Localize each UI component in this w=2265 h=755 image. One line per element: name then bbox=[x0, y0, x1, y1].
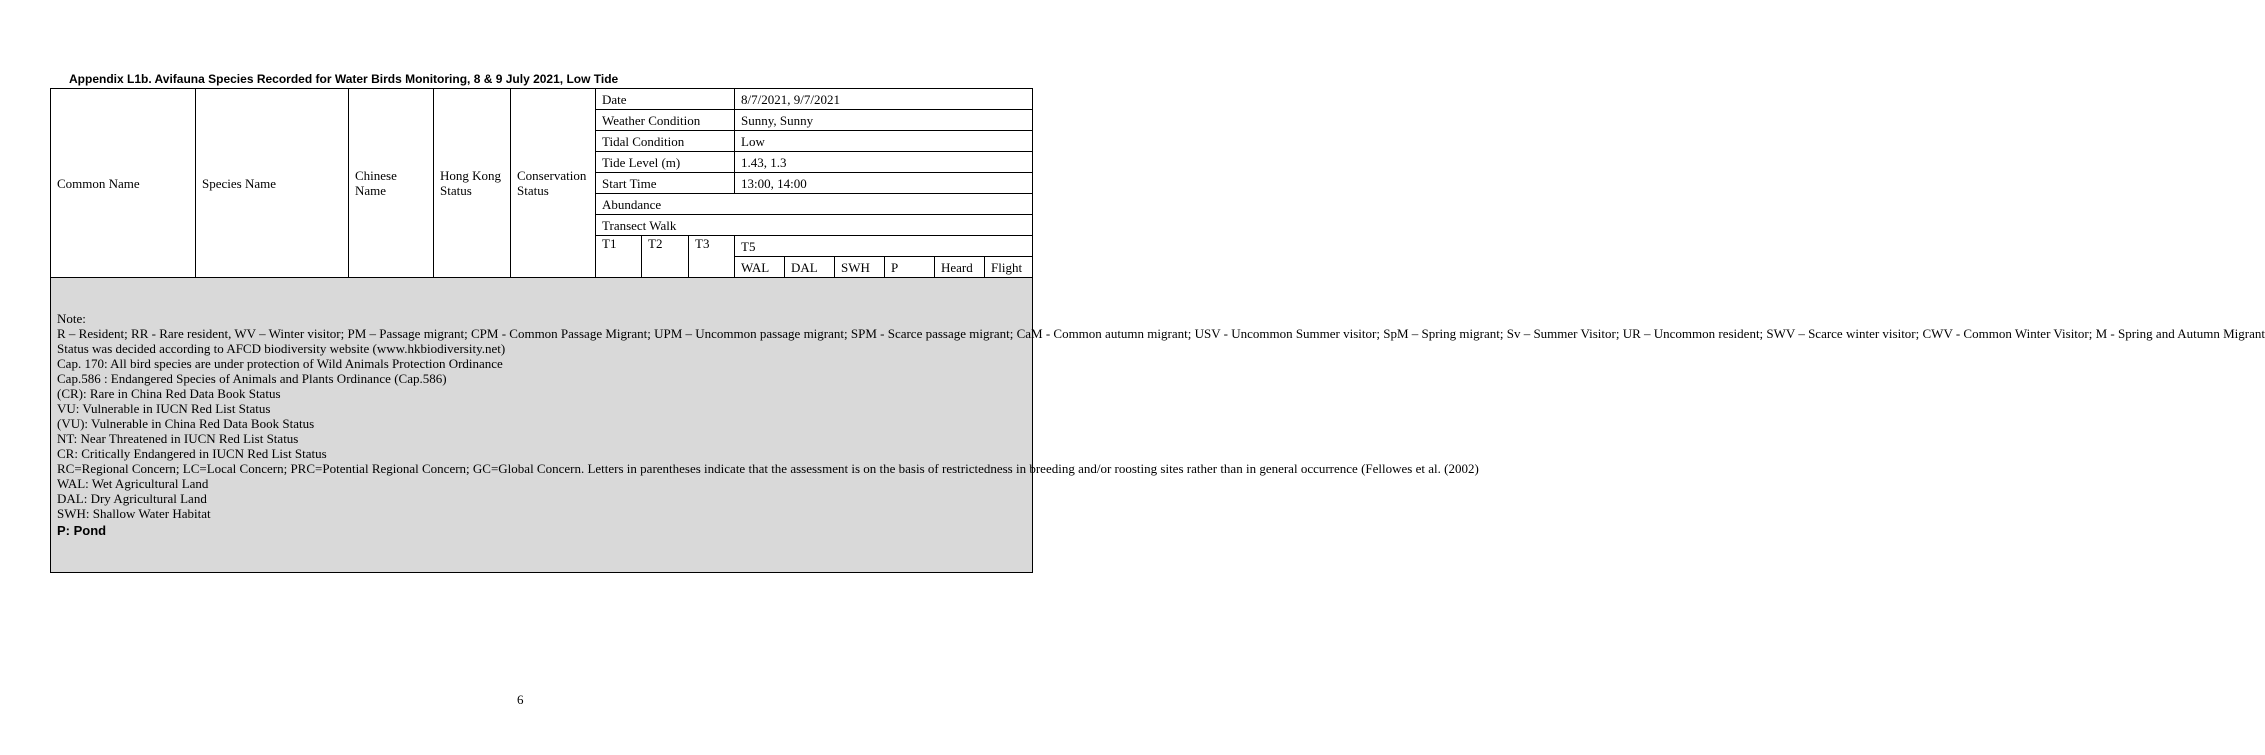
species-table bbox=[50, 88, 2265, 573]
sub-col-heard: Heard bbox=[935, 257, 985, 278]
header-chinese-name: Chinese Name bbox=[349, 89, 434, 278]
info-weather-value: Sunny, Sunny bbox=[735, 110, 1033, 131]
header-common-name: Common Name bbox=[51, 89, 196, 278]
info-tidal-value: Low bbox=[735, 131, 1033, 152]
transect-t5: T5 bbox=[735, 236, 1033, 257]
info-start-time-value: 13:00, 14:00 bbox=[735, 173, 1033, 194]
info-transect-label: Transect Walk bbox=[596, 215, 1033, 236]
info-tide-level-label: Tide Level (m) bbox=[596, 152, 735, 173]
note-line: Cap.586 : Endangered Species of Animals and Plants Ordinance (Cap.586) bbox=[57, 370, 447, 386]
note-line: CR: Critically Endangered in IUCN Red List Status bbox=[57, 445, 327, 461]
note-line: RC=Regional Concern; LC=Local Concern; PRC=Potential Regional Concern; GC=Global Concern. Letters in parentheses indicate that the assessment is on the basis of restrictedness in breeding and/or roosting sites rather than in general occurrence (Fellowes et al. (2002) bbox=[57, 460, 1479, 476]
notes-cell bbox=[51, 278, 2265, 573]
header-hk-status: Hong Kong Status bbox=[434, 89, 511, 278]
sub-col-flight: Flight bbox=[985, 257, 1033, 278]
info-start-time-label: Start Time bbox=[596, 173, 735, 194]
note-line: R – Resident; RR - Rare resident, WV – Winter visitor; PM – Passage migrant; CPM - Common Passage Migrant; UPM – Uncommon passage migrant; SPM - Scarce passage migrant; CaM - Common autumn migrant; USV - Uncommon Summer visitor; SpM – Spring migrant; Sv – Summer Visitor; UR – Uncommon resident; SWV – Scarce winter visitor; CWV - Common Winter Visitor; M - Spring and Autumn Migrant bbox=[57, 325, 2265, 341]
appendix-title: Appendix L1b. Avifauna Species Recorded for Water Birds Monitoring, 8 & 9 July 2021, Low Tide bbox=[69, 72, 619, 86]
note-line: Status was decided according to AFCD biodiversity website (www.hkbiodiversity.net) bbox=[57, 340, 506, 356]
page-number: 6 bbox=[517, 692, 524, 707]
info-date-label: Date bbox=[596, 89, 735, 110]
note-line: VU: Vulnerable in IUCN Red List Status bbox=[57, 400, 271, 416]
header-conservation-status: Conservation Status bbox=[511, 89, 596, 278]
info-tide-level-value: 1.43, 1.3 bbox=[735, 152, 1033, 173]
sub-col-dal: DAL bbox=[785, 257, 835, 278]
note-line: (CR): Rare in China Red Data Book Status bbox=[57, 385, 281, 401]
note-line: NT: Near Threatened in IUCN Red List Status bbox=[57, 430, 299, 446]
header-species-name: Species Name bbox=[196, 89, 349, 278]
note-line: WAL: Wet Agricultural Land bbox=[57, 475, 209, 491]
note-line: Cap. 170: All bird species are under protection of Wild Animals Protection Ordinance bbox=[57, 355, 503, 371]
info-weather-label: Weather Condition bbox=[596, 110, 735, 131]
info-date-value: 8/7/2021, 9/7/2021 bbox=[735, 89, 1033, 110]
note-line: SWH: Shallow Water Habitat bbox=[57, 505, 211, 521]
note-pond: P: Pond bbox=[57, 522, 107, 538]
sub-col-wal: WAL bbox=[735, 257, 785, 278]
note-line: (VU): Vulnerable in China Red Data Book Status bbox=[57, 415, 315, 431]
transect-t2: T2 bbox=[642, 236, 689, 278]
info-abundance-label: Abundance bbox=[596, 194, 1033, 215]
sub-col-p: P bbox=[885, 257, 935, 278]
info-tidal-label: Tidal Condition bbox=[596, 131, 735, 152]
note-line: DAL: Dry Agricultural Land bbox=[57, 490, 207, 506]
transect-t3: T3 bbox=[689, 236, 735, 278]
sub-col-swh: SWH bbox=[835, 257, 885, 278]
transect-t1: T1 bbox=[596, 236, 642, 278]
note-heading: Note: bbox=[57, 310, 86, 326]
